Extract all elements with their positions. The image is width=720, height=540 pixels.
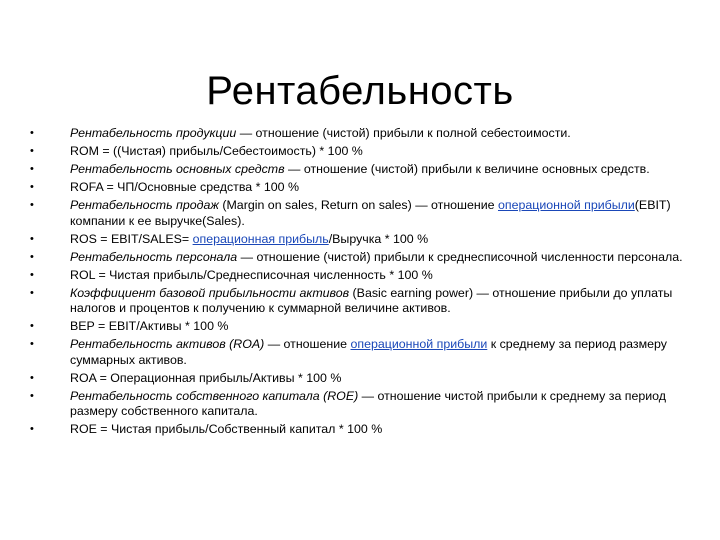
list-item bbox=[30, 250, 696, 266]
list-item bbox=[30, 198, 696, 229]
item-text: (EBIT) компании к ее выручке(Sales). bbox=[70, 198, 671, 228]
list-item bbox=[30, 389, 696, 420]
bullet-icon: • bbox=[30, 371, 34, 384]
list-item bbox=[30, 286, 696, 317]
bullet-list bbox=[30, 126, 696, 440]
bullet-icon: • bbox=[30, 423, 34, 435]
term-label: Рентабельность основных средств bbox=[70, 162, 285, 176]
item-text: ROE = Чистая прибыль/Собственный капитал * 100 % bbox=[70, 422, 383, 436]
list-item bbox=[30, 162, 696, 178]
slide-title: Рентабельность bbox=[206, 68, 514, 113]
link-operating-profit[interactable]: операционная прибыль bbox=[192, 231, 329, 246]
term-label: Рентабельность продаж bbox=[70, 198, 219, 212]
bullet-icon: • bbox=[30, 127, 34, 139]
term-label: Коэффициент базовой прибыльности активов bbox=[70, 285, 350, 300]
term-label: Рентабельность персонала bbox=[70, 249, 238, 264]
bullet-icon: • bbox=[30, 199, 34, 211]
bullet-icon: • bbox=[30, 250, 34, 263]
list-item bbox=[30, 371, 696, 387]
list-item bbox=[30, 144, 696, 160]
item-text: — отношение (чистой) прибыли к величине основных средств. bbox=[284, 162, 650, 176]
bullet-icon: • bbox=[30, 163, 34, 175]
term-label: Рентабельность продукции bbox=[70, 126, 237, 140]
bullet-icon: • bbox=[30, 389, 34, 402]
bullet-icon: • bbox=[30, 320, 34, 332]
bullet-icon: • bbox=[30, 181, 34, 193]
link-operating-profit[interactable]: операционной прибыли bbox=[497, 198, 635, 212]
item-text: — отношение (чистой) прибыли к среднесписочной численности персонала. bbox=[237, 249, 683, 264]
item-text: — отношение bbox=[264, 337, 351, 351]
item-text: ROS = EBIT/SALES= bbox=[70, 231, 193, 246]
list-item bbox=[30, 268, 696, 284]
item-text: ROFA = ЧП/Основные средства * 100 % bbox=[70, 180, 299, 194]
list-item bbox=[30, 337, 696, 368]
list-item bbox=[30, 319, 696, 335]
item-text: BEP = EBIT/Активы * 100 % bbox=[70, 319, 229, 333]
bullet-icon: • bbox=[30, 338, 34, 350]
bullet-icon: • bbox=[30, 232, 34, 245]
list-item bbox=[30, 422, 696, 438]
list-item bbox=[30, 126, 696, 142]
list-item bbox=[30, 232, 696, 248]
list-item bbox=[30, 180, 696, 196]
bullet-icon: • bbox=[30, 286, 34, 299]
item-text: (Margin on sales, Return on sales) — отношение bbox=[218, 198, 498, 212]
term-label: Рентабельность собственного капитала (ROE) bbox=[70, 388, 359, 403]
item-text: к среднему за период размеру суммарных активов. bbox=[70, 337, 667, 367]
bullet-icon: • bbox=[30, 268, 34, 281]
bullet-icon: • bbox=[30, 145, 34, 157]
item-text: ROA = Операционная прибыль/Активы * 100 % bbox=[70, 370, 342, 385]
item-text: — отношение (чистой) прибыли к полной себестоимости. bbox=[236, 126, 571, 140]
item-text: /Выручка * 100 % bbox=[328, 231, 429, 246]
item-text: — отношение чистой прибыли к среднему за период размеру собственного капитала. bbox=[70, 388, 667, 418]
item-text: (Basic earning power) — отношение прибыли до уплаты налогов и процентов к получению к суммарной величине активов. bbox=[70, 285, 673, 315]
link-operating-profit[interactable]: операционной прибыли bbox=[350, 337, 488, 351]
item-text: ROM = ((Чистая) прибыль/Себестоимость) * 100 % bbox=[70, 144, 363, 158]
item-text: ROL = Чистая прибыль/Среднесписочная численность * 100 % bbox=[70, 267, 433, 282]
term-label: Рентабельность активов (ROA) bbox=[70, 337, 265, 351]
